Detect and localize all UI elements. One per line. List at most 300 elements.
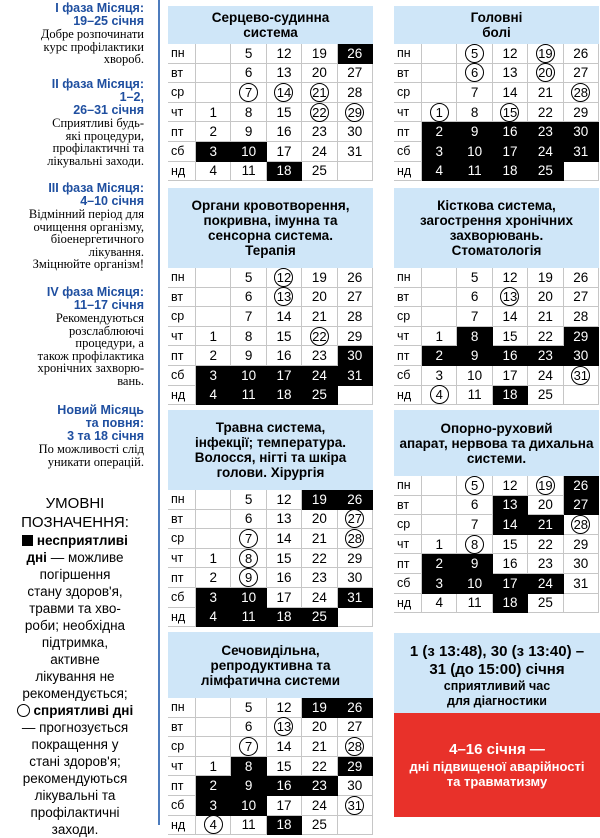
date-number: 7 <box>470 516 479 532</box>
date-number: 20 <box>537 289 553 305</box>
empty-cell <box>196 288 231 308</box>
unfavorable-day <box>231 588 266 608</box>
legend <box>0 494 150 838</box>
date-cell <box>422 535 457 555</box>
circle-icon <box>17 704 30 717</box>
date-number: 15 <box>276 104 292 120</box>
phase-desc-line: також профілактика <box>37 348 144 363</box>
legend-line: профілактичні <box>30 805 120 820</box>
panel-title-line: Кісткова система, <box>437 198 556 213</box>
weekday-label: пн <box>168 44 196 64</box>
date-number: 28 <box>345 529 364 548</box>
favorable-day <box>564 83 599 103</box>
date-cell <box>338 83 373 103</box>
date-number: 20 <box>311 719 327 735</box>
unfavorable-day <box>338 366 373 386</box>
phase-title: IV фаза Місяця: <box>46 285 144 299</box>
unfavorable-day <box>267 776 302 796</box>
date-number: 9 <box>470 556 479 572</box>
date-number: 20 <box>311 511 327 527</box>
legend-line: підтримка, <box>41 635 109 650</box>
date-cell <box>231 64 266 84</box>
weekday-label: сб <box>394 574 422 594</box>
weekday-label: вт <box>394 64 422 84</box>
unfavorable-day <box>564 327 599 347</box>
date-number: 12 <box>276 699 292 715</box>
date-cell <box>338 549 373 569</box>
panel-title-line: Органи кровотворення, <box>191 198 350 213</box>
date-number: 13 <box>502 497 518 513</box>
date-number: 23 <box>311 124 327 140</box>
date-cell <box>528 496 563 516</box>
date-cell <box>457 366 492 386</box>
date-cell <box>302 122 337 142</box>
date-cell <box>493 535 528 555</box>
favorable-day <box>231 568 266 588</box>
weekday-label: сб <box>168 366 196 386</box>
accident-box <box>394 713 600 817</box>
phase-2 <box>0 78 144 167</box>
date-number: 17 <box>502 143 518 159</box>
date-number: 8 <box>470 104 479 120</box>
empty-cell <box>196 307 231 327</box>
date-number: 12 <box>276 45 292 61</box>
empty-cell <box>422 515 457 535</box>
date-cell <box>267 698 302 718</box>
date-cell <box>564 535 599 555</box>
date-number: 16 <box>276 778 292 794</box>
legend-line: рекомендується; <box>22 686 128 701</box>
date-number: 13 <box>274 717 293 736</box>
date-number: 7 <box>239 529 258 548</box>
unfavorable-day <box>422 346 457 366</box>
date-number: 1 <box>435 536 443 552</box>
date-cell <box>338 307 373 327</box>
date-number: 13 <box>276 511 292 527</box>
empty-cell <box>564 162 599 182</box>
date-cell <box>338 327 373 347</box>
panel-headaches <box>394 6 599 181</box>
date-cell <box>338 64 373 84</box>
legend-line: стану здоров'я, <box>27 584 123 599</box>
weekday-label: сб <box>168 588 196 608</box>
date-cell <box>196 327 231 347</box>
date-number: 15 <box>276 550 292 566</box>
date-number: 31 <box>347 143 363 159</box>
unfavorable-day <box>196 588 231 608</box>
date-cell <box>196 122 231 142</box>
date-number: 23 <box>537 124 553 140</box>
date-number: 14 <box>502 516 518 532</box>
favorable-day <box>196 816 231 836</box>
date-number: 16 <box>502 348 518 364</box>
empty-cell <box>422 496 457 516</box>
date-number: 24 <box>311 143 327 159</box>
date-cell <box>422 594 457 614</box>
date-number: 6 <box>470 289 479 305</box>
date-number: 23 <box>311 348 327 364</box>
date-cell <box>457 83 492 103</box>
favorable-day <box>231 737 266 757</box>
date-cell <box>457 386 492 406</box>
date-number: 12 <box>502 269 518 285</box>
date-number: 25 <box>537 387 553 403</box>
phase-dates: та повня: <box>85 416 144 430</box>
calendar-grid <box>394 476 599 613</box>
unfavorable-day <box>493 515 528 535</box>
date-number: 6 <box>470 497 479 513</box>
calendar-grid <box>168 44 373 181</box>
weekday-label: сб <box>168 796 196 816</box>
date-number: 11 <box>241 163 256 179</box>
panel-title <box>394 410 599 476</box>
empty-cell <box>422 307 457 327</box>
legend-line: активне <box>50 652 100 667</box>
date-cell <box>231 698 266 718</box>
unfavorable-day <box>422 122 457 142</box>
date-number: 11 <box>467 163 482 179</box>
date-number: 10 <box>241 589 257 605</box>
empty-cell <box>196 490 231 510</box>
unfavorable-day <box>338 346 373 366</box>
favorable-day <box>564 515 599 535</box>
phase-new-full-moon <box>0 404 144 468</box>
date-number: 27 <box>345 509 364 528</box>
date-cell <box>302 288 337 308</box>
date-number: 25 <box>537 595 553 611</box>
date-number: 2 <box>209 124 217 140</box>
phase-3 <box>0 182 144 271</box>
unfavorable-day <box>457 554 492 574</box>
date-cell <box>267 103 302 123</box>
date-number: 4 <box>204 815 223 834</box>
date-number: 8 <box>244 328 253 344</box>
weekday-label: вт <box>168 718 196 738</box>
date-cell <box>302 64 337 84</box>
panel-title-line: болі <box>482 25 511 40</box>
date-number: 29 <box>573 328 589 344</box>
weekday-label: ср <box>394 515 422 535</box>
weekday-label: чт <box>394 103 422 123</box>
date-number: 20 <box>536 63 555 82</box>
date-number: 30 <box>573 348 589 364</box>
date-cell <box>564 103 599 123</box>
weekday-label: ср <box>168 307 196 327</box>
accident-note: та травматизму <box>446 774 548 789</box>
legend-title: УМОВНІ <box>45 495 105 512</box>
weekday-label: чт <box>168 549 196 569</box>
diagnostics-dates: 1 (з 13:48), 30 (з 13:40) – <box>409 643 585 660</box>
unfavorable-day <box>196 386 231 406</box>
date-number: 5 <box>244 45 253 61</box>
legend-line: лікувальні та <box>34 788 116 803</box>
date-number: 24 <box>537 575 553 591</box>
date-number: 21 <box>537 84 553 100</box>
date-number: 14 <box>276 308 292 324</box>
date-number: 28 <box>571 515 590 534</box>
black-square-icon <box>22 535 33 546</box>
unfavorable-day <box>338 757 373 777</box>
date-number: 26 <box>347 269 363 285</box>
weekday-label: пт <box>394 554 422 574</box>
favorable-day <box>338 796 373 816</box>
weekday-label: ср <box>168 83 196 103</box>
unfavorable-day <box>338 490 373 510</box>
panel-title-line: Сечовидільна, <box>221 642 320 658</box>
date-number: 14 <box>274 83 293 102</box>
date-number: 26 <box>347 699 363 715</box>
weekday-label: сб <box>168 142 196 162</box>
date-cell <box>302 142 337 162</box>
date-number: 4 <box>209 163 217 179</box>
weekday-label: ср <box>168 737 196 757</box>
date-number: 29 <box>573 104 589 120</box>
phase-dates: 3 та 18 січня <box>67 429 144 443</box>
unfavorable-day <box>493 162 528 182</box>
phase-desc-line: Рекомендуються <box>55 311 144 325</box>
date-cell <box>231 510 266 530</box>
date-number: 28 <box>345 737 364 756</box>
date-cell <box>564 268 599 288</box>
unfavorable-day <box>231 757 266 777</box>
date-number: 23 <box>537 556 553 572</box>
unfavorable-day <box>493 574 528 594</box>
date-number: 10 <box>241 367 257 383</box>
unfavorable-day <box>493 496 528 516</box>
legend-line: покращення у <box>31 737 119 752</box>
date-number: 11 <box>467 387 482 403</box>
date-cell <box>231 122 266 142</box>
date-cell <box>493 476 528 496</box>
weekday-label: пн <box>168 698 196 718</box>
date-cell <box>302 346 337 366</box>
date-cell <box>302 44 337 64</box>
date-number: 27 <box>347 65 363 81</box>
weekday-label: ср <box>394 83 422 103</box>
unfavorable-day <box>564 122 599 142</box>
date-number: 1 <box>209 758 217 774</box>
unfavorable-day <box>528 346 563 366</box>
panel-urinary <box>168 632 373 835</box>
date-cell <box>267 142 302 162</box>
date-number: 25 <box>311 387 327 403</box>
unfavorable-day <box>267 366 302 386</box>
date-cell <box>267 346 302 366</box>
phase-desc-line: лікувальні заходи. <box>47 153 144 168</box>
phase-dates: 1–2, <box>119 90 144 104</box>
date-number: 6 <box>244 719 253 735</box>
date-number: 20 <box>537 497 553 513</box>
date-number: 2 <box>209 570 217 586</box>
phase-dates: 26–31 січня <box>73 103 144 117</box>
date-number: 14 <box>276 738 292 754</box>
unfavorable-day <box>493 142 528 162</box>
date-number: 17 <box>276 143 292 159</box>
date-number: 17 <box>502 575 518 591</box>
calendar-grid <box>168 698 373 835</box>
date-number: 12 <box>502 45 518 61</box>
date-cell <box>267 529 302 549</box>
date-cell <box>493 268 528 288</box>
empty-cell <box>196 698 231 718</box>
empty-cell <box>338 386 373 406</box>
date-number: 13 <box>502 65 518 81</box>
date-cell <box>231 307 266 327</box>
phase-desc-line: профілактичні та <box>52 141 144 155</box>
unfavorable-day <box>338 44 373 64</box>
unfavorable-day <box>493 346 528 366</box>
date-number: 5 <box>244 491 253 507</box>
unfavorable-day <box>302 386 337 406</box>
panel-skeletal <box>394 188 599 405</box>
empty-cell <box>564 594 599 614</box>
date-number: 27 <box>573 289 589 305</box>
accident-dates: 4–16 січня — <box>449 741 545 758</box>
date-number: 10 <box>241 797 257 813</box>
date-number: 22 <box>311 550 327 566</box>
date-number: 22 <box>310 327 329 346</box>
date-number: 9 <box>470 124 479 140</box>
date-cell <box>196 549 231 569</box>
unfavorable-day <box>422 142 457 162</box>
date-cell <box>564 307 599 327</box>
date-number: 12 <box>276 491 292 507</box>
empty-cell <box>564 386 599 406</box>
unfavorable-day <box>457 346 492 366</box>
legend-line: заходи. <box>51 822 99 837</box>
unfavorable-day <box>528 162 563 182</box>
unfavorable-day <box>493 122 528 142</box>
favorable-day <box>338 510 373 530</box>
phase-desc-line: біоенергетичного <box>50 232 144 246</box>
date-number: 19 <box>311 45 327 61</box>
date-cell <box>493 64 528 84</box>
date-cell <box>302 737 337 757</box>
date-number: 30 <box>347 570 363 586</box>
date-cell <box>338 776 373 796</box>
unfavorable-day <box>422 574 457 594</box>
date-number: 3 <box>435 143 443 159</box>
date-number: 3 <box>209 367 217 383</box>
date-number: 2 <box>209 778 217 794</box>
date-cell <box>457 288 492 308</box>
date-number: 1 <box>209 328 217 344</box>
weekday-label: чт <box>394 535 422 555</box>
date-number: 5 <box>244 699 253 715</box>
date-cell <box>493 366 528 386</box>
phase-dates: 19–25 січня <box>73 14 144 28</box>
date-number: 11 <box>241 609 256 625</box>
unfavorable-day <box>457 574 492 594</box>
date-number: 2 <box>435 348 443 364</box>
date-number: 8 <box>244 758 253 774</box>
date-number: 9 <box>244 348 253 364</box>
date-number: 16 <box>276 348 292 364</box>
phase-desc-line: Зміцнюйте організм! <box>32 257 144 271</box>
phase-title: ІІ фаза Місяця: <box>51 77 144 91</box>
date-number: 26 <box>573 269 589 285</box>
phase-desc-line: Добре розпочинати <box>40 27 144 41</box>
date-cell <box>267 490 302 510</box>
date-number: 6 <box>244 511 253 527</box>
date-number: 18 <box>502 387 518 403</box>
panel-title-line: Травна система, <box>215 420 326 435</box>
date-number: 7 <box>239 737 258 756</box>
favorable-day <box>422 103 457 123</box>
date-number: 22 <box>311 758 327 774</box>
unfavorable-day <box>457 122 492 142</box>
date-number: 27 <box>347 289 363 305</box>
date-number: 8 <box>244 104 253 120</box>
date-cell <box>231 327 266 347</box>
date-number: 10 <box>241 143 257 159</box>
unfavorable-day <box>302 608 337 628</box>
date-number: 3 <box>209 589 217 605</box>
legend-unfavorable-desc: дні — можливе <box>26 550 124 565</box>
empty-cell <box>196 268 231 288</box>
unfavorable-day <box>231 386 266 406</box>
panel-title <box>168 632 373 698</box>
date-cell <box>196 757 231 777</box>
phase-desc-line: розслаблюючі <box>68 323 144 338</box>
panel-title-line: Опорно-руховий <box>440 420 553 436</box>
date-cell <box>231 162 266 182</box>
weekday-label: нд <box>168 608 196 628</box>
unfavorable-day <box>196 608 231 628</box>
legend-unfavorable: несприятливі <box>0 532 150 549</box>
date-number: 21 <box>310 83 329 102</box>
empty-cell <box>422 44 457 64</box>
date-number: 29 <box>347 328 363 344</box>
weekday-label: чт <box>168 757 196 777</box>
date-number: 11 <box>241 817 256 833</box>
date-number: 4 <box>435 163 443 179</box>
date-number: 18 <box>276 163 292 179</box>
favorable-day <box>457 64 492 84</box>
unfavorable-day <box>302 366 337 386</box>
panel-title-line: апарат, нервова та дихальна <box>399 435 594 451</box>
date-cell <box>528 268 563 288</box>
date-cell <box>528 554 563 574</box>
date-cell <box>302 588 337 608</box>
phase-desc-line: хвороб. <box>103 52 144 66</box>
phase-desc-line: лікування. <box>88 244 144 259</box>
unfavorable-day <box>196 796 231 816</box>
date-number: 23 <box>311 778 327 794</box>
panel-title-line: Стоматологія <box>451 243 542 258</box>
date-number: 25 <box>311 609 327 625</box>
date-number: 22 <box>310 103 329 122</box>
date-number: 9 <box>239 568 258 587</box>
empty-cell <box>196 718 231 738</box>
date-number: 14 <box>502 308 518 324</box>
date-number: 15 <box>276 328 292 344</box>
panel-title-line: сенсорна система. <box>208 228 333 243</box>
date-cell <box>528 327 563 347</box>
date-cell <box>231 288 266 308</box>
date-number: 27 <box>573 497 589 513</box>
date-number: 18 <box>502 595 518 611</box>
panel-title-line: захворювань. <box>449 228 544 243</box>
weekday-label: сб <box>394 366 422 386</box>
panel-cardiovascular <box>168 6 373 181</box>
date-number: 5 <box>465 476 484 495</box>
date-number: 5 <box>244 269 253 285</box>
date-number: 13 <box>276 65 292 81</box>
unfavorable-day <box>422 554 457 574</box>
date-number: 21 <box>311 738 327 754</box>
empty-cell <box>196 83 231 103</box>
